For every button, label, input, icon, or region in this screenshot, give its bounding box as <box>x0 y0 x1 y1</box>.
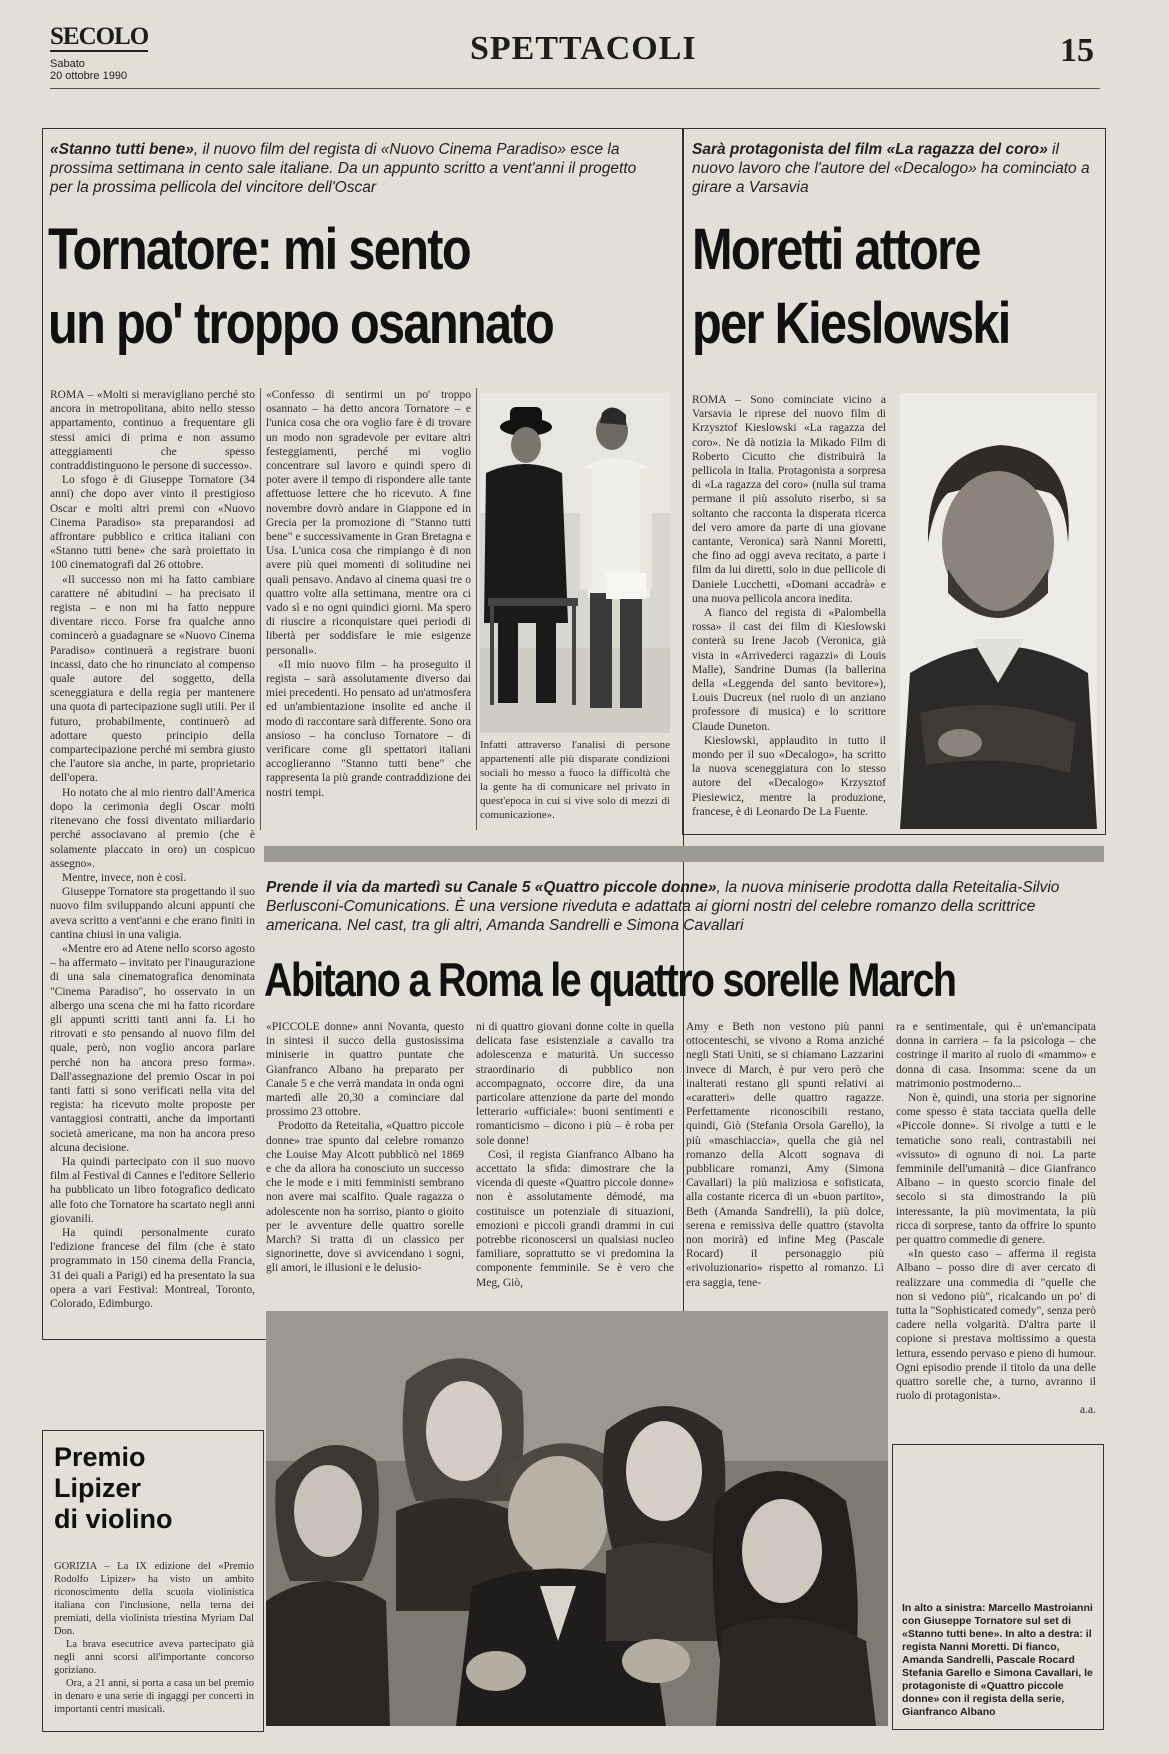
premio-lipizer-title <box>54 1442 173 1535</box>
column-separator <box>260 388 261 830</box>
premio-lipizer-body <box>54 1560 254 1725</box>
section-divider-bar <box>264 846 1104 862</box>
paragraph: ROMA – «Molti si meravigliano perché sto ancora in metropolitana, abito nello stesso appartamento, continuo a frequentare gli stessi amici di prima e non assumo atteggiamenti che spesso contraddistinguono le persone di successo». <box>50 389 255 473</box>
premio-title-line: Premio <box>54 1442 146 1472</box>
paragraph: Ha quindi partecipato con il suo nuovo film al Festival di Cannes e l'editore Sellerio ha pubblicato un libro fotografico dedicato alle foto che Tornatore ha scartato negli anni giovanili. <box>50 1155 255 1225</box>
masthead-rule <box>50 88 1100 89</box>
moretti-kicker-rest: il nuovo lavoro che l'autore del «Decalogo» ha cominciato a girare a Varsavia <box>692 141 1090 196</box>
masthead-date <box>50 58 127 82</box>
paragraph: «Mentre ero ad Atene nello scorso agosto – ha affermato – invitato per l'inaugurazione di una sala cinematografica denominata "Cinema Paradiso", ho osservato in un albergo una scena che mi ha fatto ricordare gli appunti scritti tanti anni fa. Li ho ritrovati e sto pensando al nuovo film del quale, però, non voglio ancora parlare perché non ha ancora preso forma». Dall'assegnazione del premio Oscar in poi tanti fatti si sono verificati nella vita del regista: ha ricevuto molte proposte per vantaggiosi contratti, anche da importanti società americane, ma non ha ancora preso alcuna decisione. <box>50 942 255 1154</box>
tornatore-column-2 <box>266 388 471 830</box>
paragraph: «Il successo non mi ha fatto cambiare carattere né abitudini – ha precisato il regista – e non mi ha fatto neppure diventare ricco. Forse fra qualche anno comincerò a guadagnare se «Nuovo Cinema Paradiso» continuerà a registrare buoni incassi, dato che ho rinunciato al compenso quale autore del soggetto, della sceneggiatura e della regia per mantenere una quota di partecipazione sugli utili. Per il futuro, probabilmente, continuerò ad adottare questo principio della compartecipazione perché mi sembra giusto che l'autore sia anche, in parte, proprietario dell'opera. <box>50 573 255 785</box>
quattro-piccole-donne-photo <box>266 1311 888 1726</box>
tornatore-headline-2: un po' troppo osannato <box>48 291 554 356</box>
march-column-3 <box>686 1020 884 1305</box>
paragraph: Kieslowski, applaudito in tutto il mondo per il suo «Decalogo», ha scritto la nuova sceneggiatura con lo stesso autore del «Decalogo» Krzysztof Piesiewicz, mentre la produzione, francese, è di Leonardo De La Fuente. <box>692 734 886 818</box>
moretti-kicker <box>692 140 1092 197</box>
moretti-headline-1: Moretti attore <box>692 217 980 282</box>
mastroianni-tornatore-photo <box>480 393 670 733</box>
paragraph: ra e sentimentale, qui è un'emancipata donna in carriera – fa la psicologa – che costringe il marito al ruolo di «mammo» e donna di casa. Insomma: scene da un matrimonio postmoderno... <box>896 1021 1096 1090</box>
newspaper-logo: SECOLO <box>50 23 149 50</box>
moretti-photo <box>900 393 1097 829</box>
section-title: SPETTACOLI <box>470 30 697 67</box>
paragraph: Prodotto da Reteitalia, «Quattro piccole donne» trae spunto dal celebre romanzo che Louise May Alcott pubblicò nel 1869 e che da allora ha conosciuto un successo che le mode e i miti femministi sembrano non avere mai scalfito. Quale ragazza o adolescente non ha sorriso, pianto o gioito per le avventure delle quattro sorelle March? Si tratta di un classico per signorinette, dove si avvicendano i sogni, gli amori, le illusioni e le delusio- <box>266 1120 464 1275</box>
paragraph: Ora, a 21 anni, si porta a casa un bel premio in denaro e una serie di ingaggi per concerti in importanti centri musicali. <box>54 1678 254 1715</box>
tornatore-photo-caption: Infatti attraverso l'analisi di persone appartenenti alle più disparate condizioni sociali ho messo a fuoco la difficoltà che la gente ha di comunicare nel privato in quest'epoca in cui si vive solo di mezzi di comunicazione». <box>480 739 670 821</box>
paragraph: Non è, quindi, una storia per signorine come spesso è stata tacciata quella delle «Piccole donne». Si rivolge a tutti e le tematiche sono reali, contrastabili nei «vissuto» di ognuno di noi. La parte femminile dell'umanità – dice Gianfranco Albano – in questo scorcio finale del secolo si sta dimostrando la più interessante, la più movimentata, la più ricca di sorprese, tanto da offrire lo spunto per quattro commedie di genere. <box>896 1092 1096 1247</box>
paragraph: GORIZIA – La IX edizione del «Premio Rodolfo Lipizer» ha visto un ambito riconoscimento della scuola violinistica italiana con l'inclusione, nella terna dei premiati, della violinista triestina Myriam Dal Don. <box>54 1561 254 1637</box>
page-number: 15 <box>1060 32 1094 69</box>
paragraph: «In questo caso – afferma il regista Albano – posso dire di aver cercato di realizzare una commedia di "quelle che non si vedono più", ricalcando un po' di tutta la "Sophisticated comedy", senza però cadere nella volgarità. D'altra parte il copione si prestava moltissimo a questa lettura, essendo pervaso e pieno di humour. Ogni episodio prende il titolo da una delle quattro sorelle che, a turno, avranno il ruolo di protagonista». <box>896 1248 1096 1403</box>
paragraph: Lo sfogo è di Giuseppe Tornatore (34 anni) che dopo aver vinto il prestigioso Oscar e molti altri premi con «Nuovo Cinema Paradiso» sta preparandosi ad affrontare pubblico e critica italiani con «Stanno tutti bene» che sarà proiettato in 100 cinematografi dal 26 ottobre. <box>50 474 255 572</box>
photo-illustration <box>900 393 1097 829</box>
paragraph: Mentre, invece, non è così. <box>62 871 187 884</box>
paragraph: A fianco del regista di «Palombella rossa» il cast dei film di Kieslowski conterà su Irene Jacob (Veronica, già vista in «Arrivederci ragazzi» di Louis Malle), Sandrine Dumas (la ballerina della «Leggenda del santo bevitore»), Louis Ducreux (nel ruolo di un anziano professore di musica) e lo scrittore Claude Duneton. <box>692 607 886 733</box>
photo-illustration <box>266 1311 888 1726</box>
moretti-column <box>692 393 886 833</box>
paragraph: Ho notato che al mio rientro dall'America dopo la cerimonia degli Oscar molti ritenevano che fossi diventato miliardario perché associavano al premio (che è solamente placcato in oro) un cospicuo assegno». <box>50 786 255 870</box>
paragraph: La brava esecutrice aveva partecipato già negli anni scorsi all'importante concorso goriziano. <box>54 1639 254 1676</box>
paragraph: «PICCOLE donne» anni Novanta, questo in sintesi il succo della gustosissima miniserie in quattro puntate che Gianfranco Albano ha preparato per Canale 5 e che verrà mandata in onda ogni martedì alle 20,30 a cominciare dal prossimo 23 ottobre. <box>266 1021 464 1119</box>
tornatore-column-1 <box>50 388 255 1423</box>
photo-credits-caption: In alto a sinistra: Marcello Mastroianni con Giuseppe Tornatore sul set di «Stanno tutti bene». In alto a destra: il regista Nanni Moretti. Di fianco, Amanda Sandrelli, Pascale Rocard Stefania Garello e Simona Cavallari, le protagoniste di «Quattro piccole donne» con il regista della serie, Gianfranco Albano <box>902 1602 1093 1718</box>
paragraph: Così, il regista Gianfranco Albano ha accettato la sfida: dimostrare che la vicenda di queste «Quattro piccole donne» non è assolutamente démodé, ma costituisce un potenziale di situazioni, emozioni e piccoli grandi drammi in cui potrebbe riconoscersi un qualsiasi nucleo familiare, soprattutto se vi predomina la componente femminile. Se è vero che Meg, Giò, <box>476 1148 674 1289</box>
paragraph: «Il mio nuovo film – ha proseguito il regista – sarà assolutamente diverso dai miei precedenti. Ho pensato ad un'atmosfera ed un'ambientazione insolite ed anche il modo di raccontare sarà differente. Sono ora ansioso – ha concluso Tornatore – di verificare come gli spettatori italiani accoglieranno "Stanno tutti bene" che rappresenta la più grande contraddizione dei nostri tempi. <box>266 658 471 799</box>
march-column-2 <box>476 1020 674 1305</box>
tornatore-kicker-lead: «Stanno tutti bene» <box>50 141 194 158</box>
paragraph: ni di quattro giovani donne colte in quella delicata fase esistenziale a cavallo tra adolescenza e maturità. Un successo straordinario di pubblico non accompagnato, occorre dire, da una particolare attenzione da parte del mondo letterario «ufficiale»: buoni sentimenti e romanticismo – dicono i più – è roba per sole donne! <box>476 1021 674 1147</box>
photo-illustration <box>480 393 670 733</box>
paragraph: Giuseppe Tornatore sta progettando il suo nuovo film sviluppando alcuni appunti che aveva scritto a vent'anni e che erano finiti in cantina chiusi in una valigia. <box>50 886 255 941</box>
paragraph: Amy e Beth non vestono più panni ottocenteschi, se vivono a Roma anziché negli Stati Uniti, se si chiamano Lazzarini invece di March, è pur vero però che inalterati restano gli spunti relativi ai «caratteri» delle quattro ragazze. Perfettamente riconoscibili restano, quindi, Giò (Stefania Orsola Garello), la più «maschiaccia», quella che già nel romanzo della Alcott sognava di pubblicare romanzi, Amy (Simona Cavallari) la più maliziosa e sofisticata, alla costante ricerca di un «buon partito», Beth (Amanda Sandrelli), la più dolce, serena e remissiva delle quattro (stavolta non morirà) ed infine Meg (Pascale Rocard) il personaggio più «rivoluzionario» rispetto al romanzo. Lì era saggia, tene- <box>686 1021 884 1289</box>
tornatore-kicker <box>50 140 650 197</box>
march-headline: Abitano a Roma le quattro sorelle March <box>264 953 956 1006</box>
masthead-date-value: 20 ottobre 1990 <box>50 70 128 82</box>
tornatore-headline-1: Tornatore: mi sento <box>48 217 470 282</box>
march-column-4 <box>896 1020 1096 1438</box>
premio-title-line: Lipizer <box>54 1473 142 1503</box>
paragraph: ROMA – Sono cominciate vicino a Varsavia le riprese del nuovo film di Krzysztof Kieslowski «La ragazza del coro». Ne dà notizia la Mikado Film di Roberto Cicutto che distribuirà la pellicola in Italia. Protagonista a sorpresa di «La ragazza del coro» (nulla sul trama permane il più assoluto riserbo, si sa soltanto che racconta la disperata ricerca del vero amore da parte di una giovane cantante, Veronica) sarà Nanni Moretti, che fino ad oggi aveva recitato, a parte i film da lui diretti, solo in due pellicole di Daniele Lucchetti, «Domani accadrà» e una nuova pellicola ancora inedita. <box>692 394 886 605</box>
march-kicker-lead: Prende il via da martedì su Canale 5 «Quattro piccole donne» <box>266 879 717 896</box>
column-separator <box>476 388 477 830</box>
march-column-1 <box>266 1020 464 1305</box>
moretti-kicker-lead: Sarà protagonista del film «La ragazza del coro» <box>692 141 1048 158</box>
tornatore-kicker-rest: , il nuovo film del regista di «Nuovo Cinema Paradiso» esce la prossima settimana in cento sale italiane. Da un appunto scritto a vent'anni il progetto per la prossima pellicola del vincitore dell'Oscar <box>50 141 637 196</box>
march-kicker <box>266 878 1086 935</box>
march-kicker-rest: , la nuova miniserie prodotta dalla Reteitalia-Silvio Berlusconi-Comunications. È una versione riveduta e adattata ai giorni nostri del celebre romanzo della scrittrice americana. Nel cast, tra gli altri, Amanda Sandrelli e Simona Cavallari <box>266 879 1060 934</box>
moretti-headline-2: per Kieslowski <box>692 291 1010 356</box>
paragraph: Ha quindi personalmente curato l'edizione francese del film (che è stato programmato in 150 cinema della Francia, 31 dei quali a Parigi) ed ha presentato la sua opera a vari Festival: Montreal, Toronto, Colorado, Edimburgo. <box>50 1226 255 1310</box>
author-initials: a.a. <box>1080 1404 1096 1417</box>
masthead-day: Sabato <box>50 58 85 70</box>
premio-title-line: di violino <box>54 1504 173 1534</box>
paragraph: «Confesso di sentirmi un po' troppo osannato – ha detto ancora Tornatore – e l'unica cosa che ora voglio fare è di trovare un modo non sgradevole per evitare altri festeggiamenti, perché mi voglio concentrare sul lavoro e quindi spero di poter avere il tempo di rispondere alle tante affettuose lettere che ho ricevuto. A fine novembre dovrò andare in Giappone ed in Grecia per la promozione di "Stanno tutti bene" e successivamente in Gran Bretagna e Usa. L'unica cosa che rimpiango è di non avere più quei momenti di solitudine nei quali pensavo. Andavo al cinema quasi tre o quattro volte alla settimana, mentre ora ci vado sì e no ogni quindici giorni. Ma spero di riuscire a riconquistare quei periodi di libertà per soddisfare le mie esigenze personali». <box>266 389 471 657</box>
